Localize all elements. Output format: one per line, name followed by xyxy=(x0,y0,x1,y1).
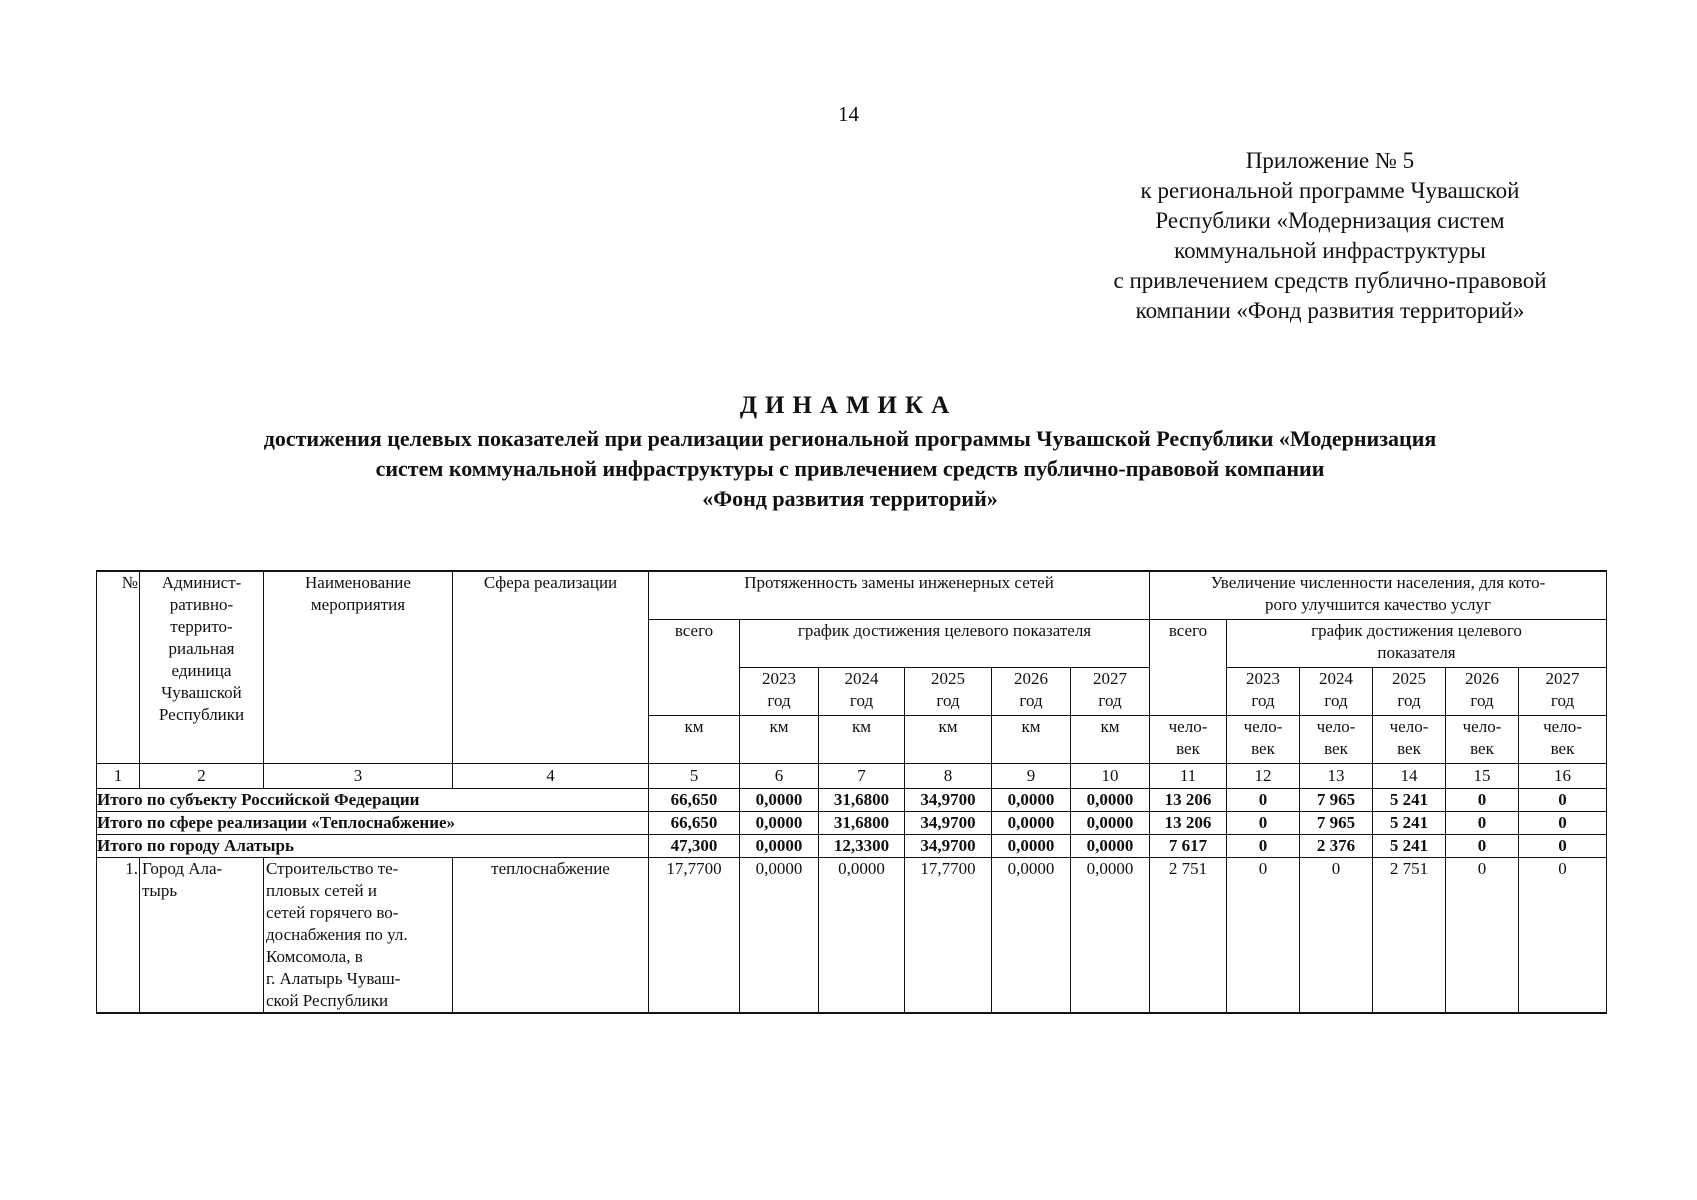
header-unit-km: км xyxy=(740,715,819,763)
row-sphere: теплоснабжение xyxy=(453,857,649,1013)
total-cell: 5 241 xyxy=(1373,834,1446,857)
total-cell: 0 xyxy=(1446,788,1519,811)
subtitle-line: систем коммунальной инфраструктуры с привлечением средств публично-правовой компании xyxy=(375,456,1325,481)
column-number: 3 xyxy=(264,763,453,788)
total-row-federation xyxy=(97,788,1607,811)
indicators-table xyxy=(96,570,1607,1014)
total-cell: 0,0000 xyxy=(992,788,1071,811)
column-number: 8 xyxy=(905,763,992,788)
header-population-group: Увеличение численности населения, для кото- рого улучшится качество услуг xyxy=(1150,571,1607,619)
total-label: Итого по сфере реализации «Теплоснабжение» xyxy=(97,811,649,834)
appendix-line: Республики «Модернизация систем xyxy=(1155,208,1505,233)
total-cell: 0,0000 xyxy=(1071,811,1150,834)
row-cell: 0 xyxy=(1300,857,1373,1013)
total-cell: 31,6800 xyxy=(819,788,905,811)
row-cell: 0 xyxy=(1519,857,1607,1013)
header-year: 2026 год xyxy=(992,667,1071,715)
header-length-group: Протяженность замены инженерных сетей xyxy=(649,571,1150,619)
header-length-schedule: график достижения целевого показателя xyxy=(740,619,1150,667)
page-number: 14 xyxy=(838,102,859,126)
header-unit-km: км xyxy=(1071,715,1150,763)
header-year: 2023 год xyxy=(1227,667,1300,715)
header-unit-people: чело- век xyxy=(1446,715,1519,763)
total-cell: 66,650 xyxy=(649,811,740,834)
subtitle-line: «Фонд развития территорий» xyxy=(702,486,998,511)
column-number: 12 xyxy=(1227,763,1300,788)
total-cell: 12,3300 xyxy=(819,834,905,857)
row-admin-unit: Город Ала- тырь xyxy=(140,857,264,1013)
header-unit-people: чело- век xyxy=(1519,715,1607,763)
row-cell: 17,7700 xyxy=(649,857,740,1013)
column-number: 5 xyxy=(649,763,740,788)
row-number: 1. xyxy=(97,857,140,1013)
column-numbers-row xyxy=(97,763,1607,788)
total-cell: 0,0000 xyxy=(740,788,819,811)
row-cell: 2 751 xyxy=(1150,857,1227,1013)
total-cell: 31,6800 xyxy=(819,811,905,834)
total-cell: 2 376 xyxy=(1300,834,1373,857)
header-pop-total: всего xyxy=(1150,619,1227,715)
total-cell: 0,0000 xyxy=(740,834,819,857)
column-number: 16 xyxy=(1519,763,1607,788)
header-year: 2023 год xyxy=(740,667,819,715)
column-number: 14 xyxy=(1373,763,1446,788)
total-cell: 0,0000 xyxy=(1071,788,1150,811)
appendix-line: к региональной программе Чувашской xyxy=(1140,178,1520,203)
total-cell: 0 xyxy=(1519,788,1607,811)
total-row-heating xyxy=(97,811,1607,834)
total-cell: 34,9700 xyxy=(905,788,992,811)
row-cell: 0,0000 xyxy=(740,857,819,1013)
total-cell: 0,0000 xyxy=(740,811,819,834)
row-event-name: Строительство те- пловых сетей и сетей горячего во- доснабжения по ул. Комсомола, в г. Алатырь Чуваш- ской Республики xyxy=(264,857,453,1013)
column-number: 6 xyxy=(740,763,819,788)
total-cell: 0,0000 xyxy=(992,811,1071,834)
row-cell: 0 xyxy=(1227,857,1300,1013)
total-cell: 0,0000 xyxy=(1071,834,1150,857)
total-cell: 5 241 xyxy=(1373,811,1446,834)
header-unit-km: км xyxy=(992,715,1071,763)
column-number: 10 xyxy=(1071,763,1150,788)
total-cell: 0 xyxy=(1227,834,1300,857)
header-year: 2027 год xyxy=(1071,667,1150,715)
total-cell: 0,0000 xyxy=(992,834,1071,857)
header-unit-km: км xyxy=(819,715,905,763)
total-row-alatyr xyxy=(97,834,1607,857)
total-cell: 0 xyxy=(1227,788,1300,811)
column-number: 7 xyxy=(819,763,905,788)
column-number: 13 xyxy=(1300,763,1373,788)
document-subtitle xyxy=(100,424,1600,514)
appendix-line: компании «Фонд развития территорий» xyxy=(1135,298,1525,323)
row-cell: 17,7700 xyxy=(905,857,992,1013)
header-admin-unit: Админист- ративно- террито- риальная единица Чувашской Республики xyxy=(140,571,264,763)
total-cell: 7 965 xyxy=(1300,811,1373,834)
appendix-block xyxy=(1080,146,1580,326)
column-number: 15 xyxy=(1446,763,1519,788)
row-cell: 2 751 xyxy=(1373,857,1446,1013)
column-number: 9 xyxy=(992,763,1071,788)
header-num: № xyxy=(97,571,140,763)
total-cell: 0 xyxy=(1227,811,1300,834)
header-year: 2024 год xyxy=(1300,667,1373,715)
header-year: 2024 год xyxy=(819,667,905,715)
header-year: 2025 год xyxy=(1373,667,1446,715)
table-row xyxy=(97,857,1607,1013)
column-number: 4 xyxy=(453,763,649,788)
total-cell: 0 xyxy=(1519,811,1607,834)
total-cell: 7 965 xyxy=(1300,788,1373,811)
row-cell: 0,0000 xyxy=(1071,857,1150,1013)
header-row-1 xyxy=(97,571,1607,619)
header-unit-people: чело- век xyxy=(1300,715,1373,763)
column-number: 1 xyxy=(97,763,140,788)
header-event-name: Наименование мероприятия xyxy=(264,571,453,763)
header-year: 2027 год xyxy=(1519,667,1607,715)
appendix-line: Приложение № 5 xyxy=(1245,148,1415,173)
total-cell: 13 206 xyxy=(1150,811,1227,834)
row-cell: 0,0000 xyxy=(992,857,1071,1013)
header-unit-people: чело- век xyxy=(1373,715,1446,763)
column-number: 2 xyxy=(140,763,264,788)
total-cell: 5 241 xyxy=(1373,788,1446,811)
total-label: Итого по субъекту Российской Федерации xyxy=(97,788,649,811)
total-cell: 66,650 xyxy=(649,788,740,811)
header-pop-schedule: график достижения целевого показателя xyxy=(1227,619,1607,667)
total-cell: 0 xyxy=(1519,834,1607,857)
header-unit-km: км xyxy=(649,715,740,763)
row-cell: 0,0000 xyxy=(819,857,905,1013)
document-title: ДИНАМИКА xyxy=(739,392,958,419)
total-cell: 13 206 xyxy=(1150,788,1227,811)
appendix-line: с привлечением средств публично-правовой xyxy=(1113,268,1547,293)
row-cell: 0 xyxy=(1446,857,1519,1013)
header-unit-people: чело- век xyxy=(1227,715,1300,763)
total-cell: 34,9700 xyxy=(905,834,992,857)
header-unit-km: км xyxy=(905,715,992,763)
header-unit-people: чело- век xyxy=(1150,715,1227,763)
column-number: 11 xyxy=(1150,763,1227,788)
total-cell: 34,9700 xyxy=(905,811,992,834)
total-cell: 0 xyxy=(1446,811,1519,834)
header-sphere: Сфера реализации xyxy=(453,571,649,763)
total-cell: 7 617 xyxy=(1150,834,1227,857)
total-label: Итого по городу Алатырь xyxy=(97,834,649,857)
total-cell: 47,300 xyxy=(649,834,740,857)
header-length-total: всего xyxy=(649,619,740,715)
header-year: 2026 год xyxy=(1446,667,1519,715)
total-cell: 0 xyxy=(1446,834,1519,857)
appendix-line: коммунальной инфраструктуры xyxy=(1174,238,1486,263)
subtitle-line: достижения целевых показателей при реализации региональной программы Чувашской Республики «Модернизация xyxy=(263,426,1437,451)
header-year: 2025 год xyxy=(905,667,992,715)
